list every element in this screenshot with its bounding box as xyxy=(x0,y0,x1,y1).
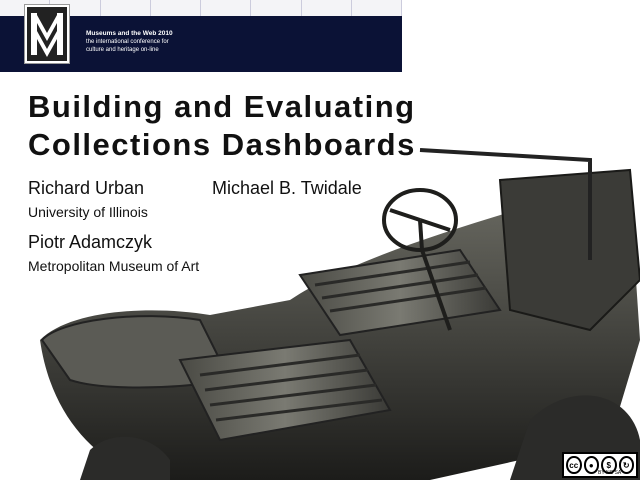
cc-logo-icon: cc xyxy=(566,456,582,474)
banner-tab xyxy=(201,0,251,16)
slide-title-line: Collections Dashboards xyxy=(28,127,416,162)
banner-tab xyxy=(101,0,151,16)
banner-title: Museums and the Web 2010 xyxy=(86,30,173,37)
author-affiliation: University of Illinois xyxy=(28,204,148,220)
banner-line: culture and heritage on-line xyxy=(86,47,159,53)
banner-tab xyxy=(251,0,301,16)
author-name: Piotr Adamczyk xyxy=(28,232,153,252)
banner-line: the international conference for xyxy=(86,39,169,45)
conference-logo-icon xyxy=(24,4,70,64)
author-affiliation: Metropolitan Museum of Art xyxy=(28,258,200,274)
banner-tab xyxy=(151,0,201,16)
noncommercial-icon: $ xyxy=(601,456,617,474)
license-labels: BY NC SA xyxy=(598,470,622,476)
author-name: Michael B. Twidale xyxy=(212,178,362,198)
banner-tab xyxy=(352,0,402,16)
attribution-icon: ● xyxy=(584,456,600,474)
author-name: Richard Urban xyxy=(28,178,145,198)
conference-banner xyxy=(0,0,402,72)
slide-title xyxy=(28,88,588,164)
sharealike-icon: ↻ xyxy=(619,456,635,474)
banner-tab xyxy=(302,0,352,16)
slide-title-line: Building and Evaluating xyxy=(28,89,416,124)
banner-text xyxy=(86,30,173,54)
